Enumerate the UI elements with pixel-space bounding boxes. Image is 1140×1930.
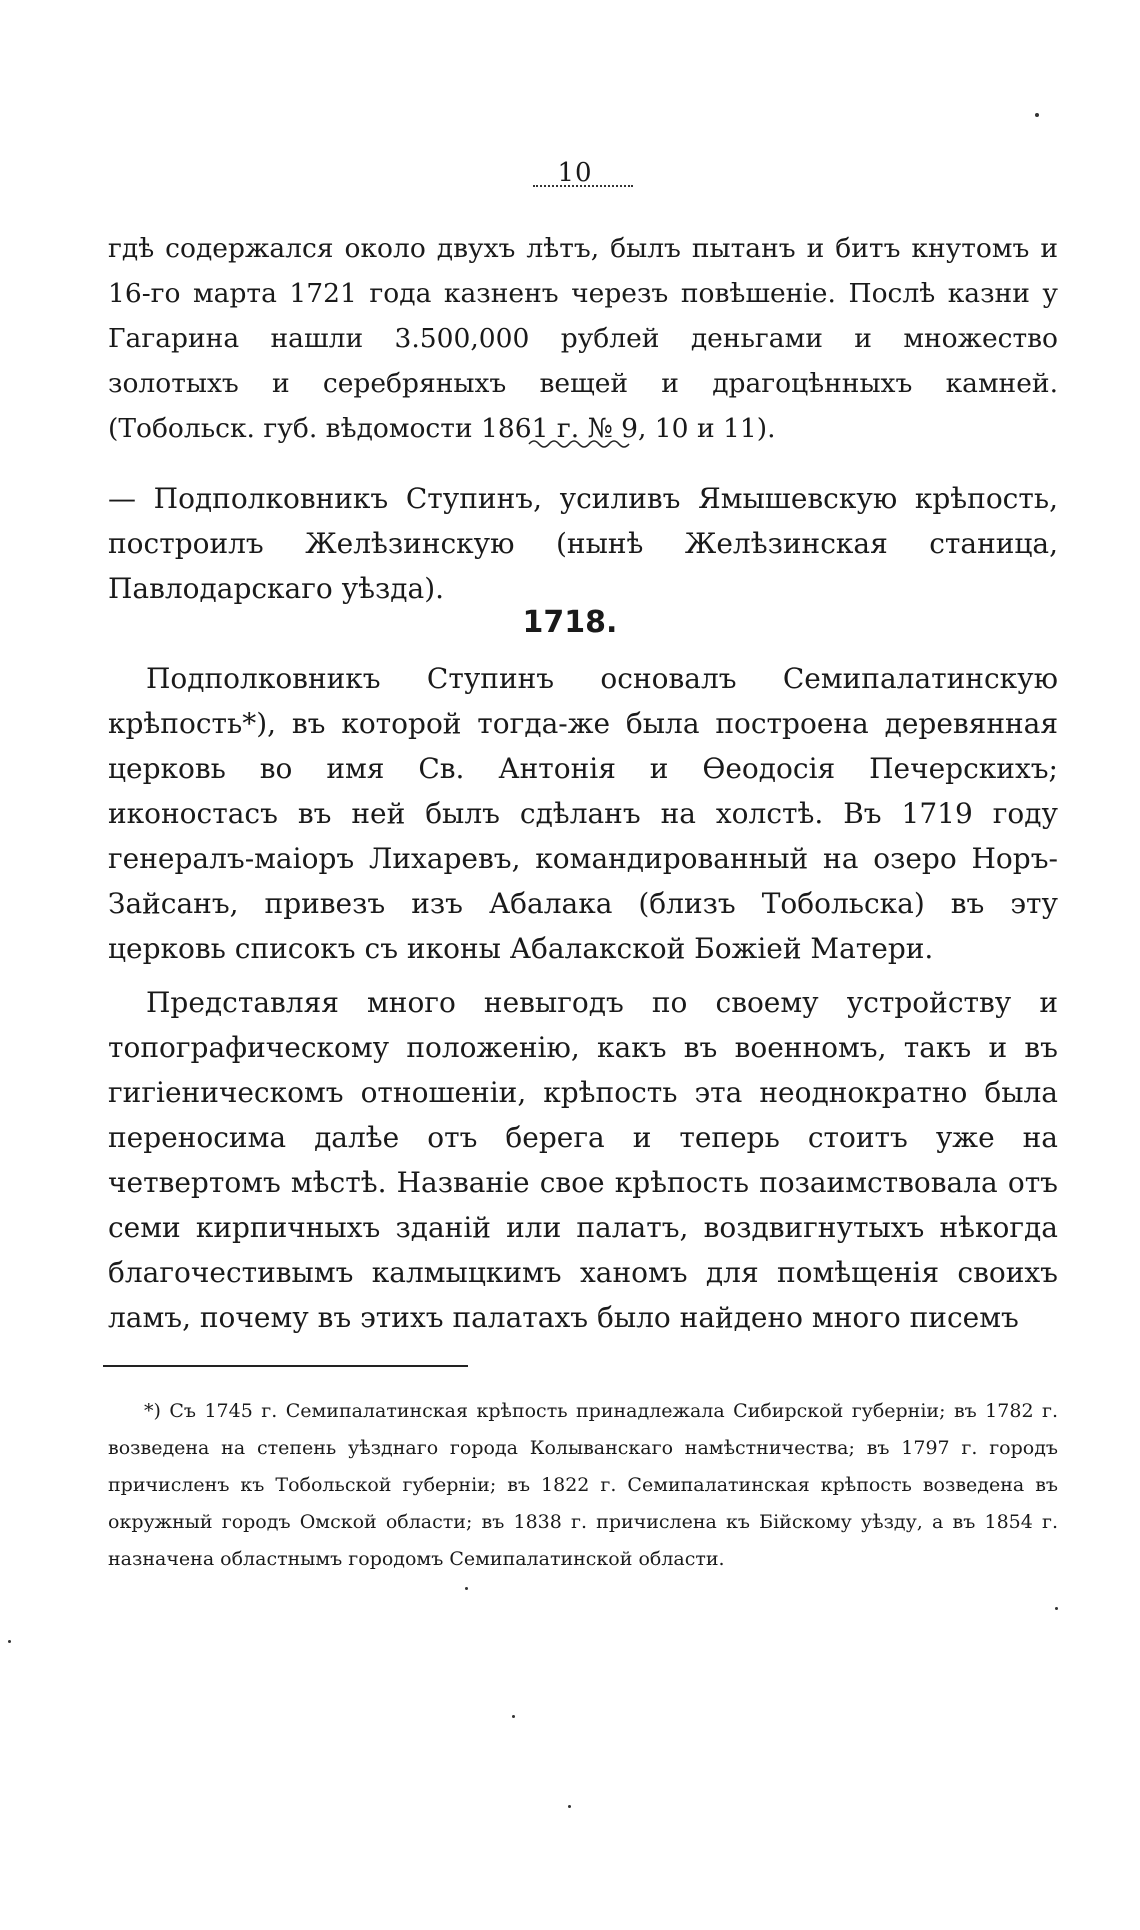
stupin-paragraph-block [108,476,1058,611]
section-divider-ornament [527,436,632,450]
page-number: 10 [557,158,593,188]
page-number-underline [533,183,633,187]
name-origin-paragraph: Представляя много невыгодъ по своему устройству и топографическому положенію, какъ въ военномъ, такъ и въ гигіеническомъ отношеніи, крѣпость эта неоднократно была переносима далѣе отъ берега и теперь стоитъ уже на четвертомъ мѣстѣ. Названіе свое крѣпость позаимствовала отъ семи кирпичныхъ зданій или палатъ, воздвигнутыхъ нѣкогда благочестивымъ калмыцкимъ ханомъ для помѣщенія своихъ ламъ, почему въ этихъ палатахъ было найдено много писемъ [108,986,1058,1334]
founding-paragraph-block [108,656,1058,971]
footnote-separator [103,1365,468,1367]
continuation-paragraph-block [108,226,1058,451]
scan-speck [1035,113,1039,117]
footnote: *) Съ 1745 г. Семипалатинская крѣпость принадлежала Сибирской губерніи; въ 1782 г. возведена на степень уѣзднаго города Колыванскаго намѣстничества; въ 1797 г. городъ причисленъ къ Тобольской губерніи; въ 1822 г. Семипалатинская крѣпость возведена въ окружный городъ Омской области; въ 1838 г. причислена къ Бійскому уѣзду, а въ 1854 г. назначена областнымъ городомъ Семипалатинской области. [108,1400,1058,1570]
founding-paragraph: Подполковникъ Ступинъ основалъ Семипалатинскую крѣпость*), въ которой тогда-же была построена деревянная церковь во имя Св. Антонія и Ѳеодосія Печерскихъ; иконостасъ въ ней былъ сдѣланъ на холстѣ. Въ 1719 году генералъ-маіоръ Лихаревъ, командированный на озеро Норъ-Зайсанъ, привезъ изъ Абалака (близъ Тобольска) въ эту церковь списокъ съ иконы Абалакской Божіей Матери. [108,662,1058,965]
year-heading: 1718. [522,605,618,640]
continuation-paragraph: гдѣ содержался около двухъ лѣтъ, былъ пытанъ и битъ кнутомъ и 16-го марта 1721 года казненъ черезъ повѣшеніе. Послѣ казни у Гагарина нашли 3.500,000 рублей деньгами и множество золотыхъ и серебряныхъ вещей и драгоцѣнныхъ камней. (Тобольск. губ. вѣдомости 1861 г. № 9, 10 и 11). [108,233,1058,444]
scan-speck [8,1640,11,1643]
stupin-paragraph: — Подполковникъ Ступинъ, усиливъ Ямышевскую крѣпость, построилъ Желѣзинскую (нынѣ Желѣзинская станица, Павлодарскаго уѣзда). [108,482,1058,605]
scan-speck [568,1805,571,1808]
scan-speck [512,1715,515,1718]
name-origin-paragraph-block [108,980,1058,1340]
scan-speck [1055,1607,1058,1610]
scan-speck [465,1587,468,1590]
